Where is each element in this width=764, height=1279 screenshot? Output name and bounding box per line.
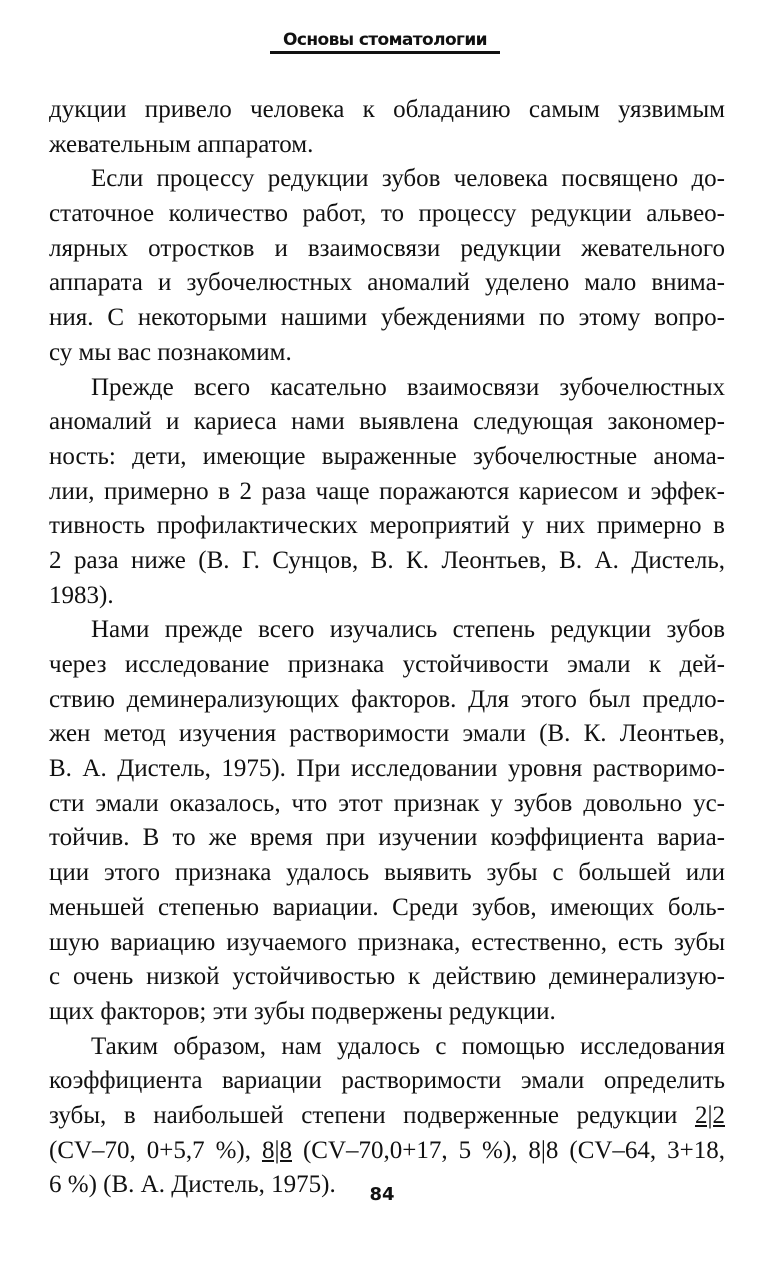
text-line: тивность профилактических мероприятий у них примерно в xyxy=(49,512,725,540)
text-line xyxy=(49,1134,725,1169)
text-line: 1983). xyxy=(49,581,114,609)
text-line: 6 %) (В. А. Дистель, 1975). xyxy=(49,1171,336,1199)
text-line: Прежде всего касательно взаимосвязи зубочелюстных xyxy=(91,373,725,401)
text-line: жен метод изучения растворимости эмали (В. К. Леонтьев, xyxy=(49,720,725,748)
tooth-formula: 2|2 xyxy=(694,1101,725,1129)
text-segment: зубы, в наибольшей степени подверженные редукции xyxy=(49,1101,695,1129)
text-line: жевательным аппаратом. xyxy=(49,130,314,158)
text-line xyxy=(49,1099,725,1134)
text-line: су мы вас познакомим. xyxy=(49,338,292,366)
tooth-formula: 8|8 xyxy=(261,1136,292,1164)
text-line: с очень низкой устойчивостью к действию деминерализую- xyxy=(49,963,725,991)
text-line: лии, примерно в 2 раза чаще поражаются кариесом и эффек- xyxy=(49,477,725,505)
text-line: лярных отростков и взаимосвязи редукции жевательного xyxy=(49,234,725,262)
page-number: 84 xyxy=(369,1184,395,1205)
text-line: Если процессу редукции зубов человека посвящено до- xyxy=(91,165,725,193)
body-text xyxy=(49,93,725,1203)
text-line: через исследование признака устойчивости эмали к дей- xyxy=(49,651,725,678)
text-line: меньшей степенью вариации. Среди зубов, имеющих боль- xyxy=(49,893,725,921)
text-line: шую вариацию изучаемого признака, естественно, есть зубы xyxy=(49,928,725,956)
text-line: коэффициента вариации растворимости эмали определить xyxy=(49,1067,725,1095)
text-line: ствию деминерализующих факторов. Для этого был предло- xyxy=(49,685,725,713)
text-line: ния. С некоторыми нашими убеждениями по этому вопро- xyxy=(49,304,725,332)
text-line: аппарата и зубочелюстных аномалий уделено мало внима- xyxy=(49,269,725,297)
text-line: ность: дети, имеющие выраженные зубочелюстные анома- xyxy=(49,442,725,470)
text-line: аномалий и кариеса нами выявлена следующая закономер- xyxy=(49,408,725,436)
text-line: Нами прежде всего изучались степень редукции зубов xyxy=(91,616,725,644)
running-title: Основы стоматологии xyxy=(270,30,500,54)
text-line: тойчив. В то же время при изучении коэффициента вариа- xyxy=(49,824,725,852)
text-line: 2 раза ниже (В. Г. Сунцов, В. К. Леонтьев, В. А. Дистель, xyxy=(49,546,725,574)
text-line: Таким образом, нам удалось с помощью исследования xyxy=(91,1032,725,1060)
text-line: дукции привело человека к обладанию самым уязвимым xyxy=(49,96,725,123)
text-line: щих факторов; эти зубы подвержены редукции. xyxy=(49,997,556,1025)
text-line: сти эмали оказалось, что этот признак у зубов довольно ус- xyxy=(49,789,725,817)
text-line: В. А. Дистель, 1975). При исследовании уровня растворимо- xyxy=(49,755,725,783)
text-line: статочное количество работ, то процессу редукции альвео- xyxy=(49,200,725,228)
text-segment: (CV–70,0+17, 5 %), 8|8 (CV–64, 3+18, xyxy=(291,1136,725,1164)
text-segment: (CV–70, 0+5,7 %), xyxy=(49,1136,262,1164)
text-line: ции этого признака удалось выявить зубы с большей или xyxy=(49,859,725,887)
